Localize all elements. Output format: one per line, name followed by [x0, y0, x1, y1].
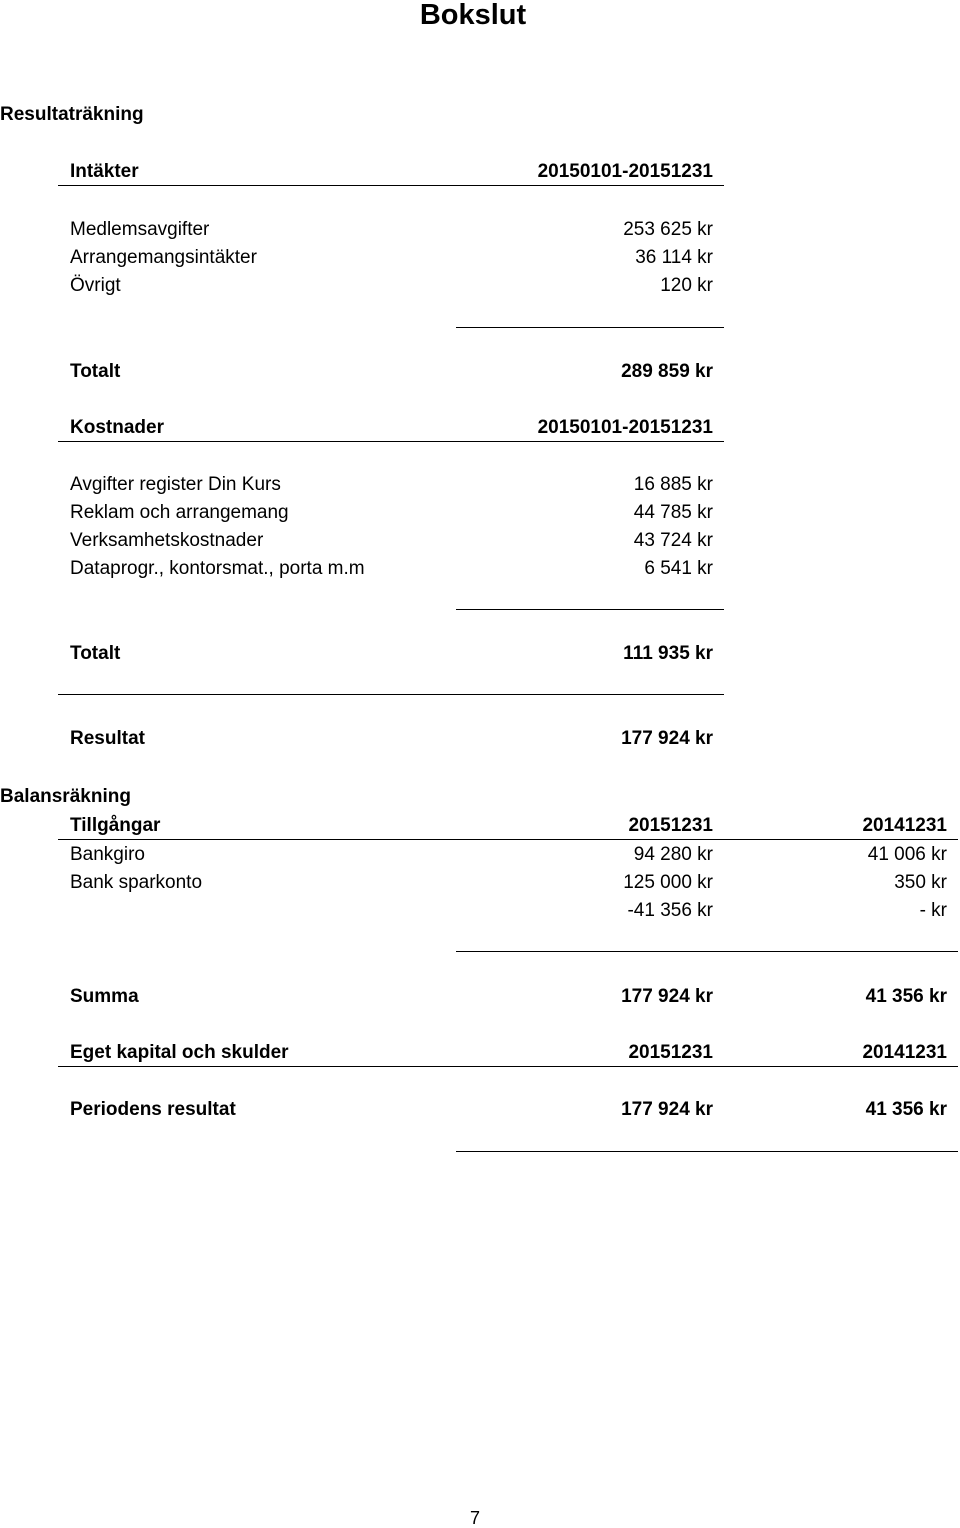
result-rule	[58, 694, 724, 695]
income-total-value: 289 859 kr	[621, 361, 713, 382]
asset-row-label: Bank sparkonto	[70, 872, 203, 893]
page-title: Bokslut	[419, 0, 527, 31]
equity-label: Eget kapital och skulder	[70, 1042, 289, 1063]
equity-col1: 20151231	[628, 1042, 713, 1063]
income-statement-heading: Resultaträkning	[0, 104, 144, 125]
asset-row-value-2015: 125 000 kr	[623, 872, 713, 893]
equity-header-rule	[58, 1066, 958, 1067]
cost-item-label: Avgifter register Din Kurs	[70, 474, 281, 495]
asset-row-value-2014: - kr	[919, 900, 947, 921]
costs-subtotal-rule	[456, 609, 724, 610]
income-header-rule	[58, 185, 724, 186]
assets-sum-2015: 177 924 kr	[621, 986, 713, 1007]
costs-header-rule	[58, 441, 724, 442]
cost-item-label: Verksamhetskostnader	[70, 530, 264, 551]
page-number: 7	[469, 1508, 480, 1528]
cost-item-value: 16 885 kr	[633, 474, 713, 495]
assets-sum-label: Summa	[70, 986, 139, 1007]
income-item-value: 36 114 kr	[635, 247, 713, 268]
income-item-value: 120 kr	[660, 275, 713, 296]
income-item-value: 253 625 kr	[623, 219, 713, 240]
cost-item-value: 44 785 kr	[633, 502, 713, 523]
income-item-label: Arrangemangsintäkter	[70, 247, 257, 268]
assets-col1: 20151231	[628, 815, 713, 836]
income-period: 20150101-20151231	[537, 161, 713, 182]
cost-item-value: 6 541 kr	[644, 558, 713, 579]
costs-period: 20150101-20151231	[537, 417, 713, 438]
income-label: Intäkter	[70, 161, 139, 182]
asset-row-value-2015: -41 356 kr	[627, 900, 713, 921]
income-item-label: Medlemsavgifter	[70, 219, 210, 240]
equity-bottom-rule	[456, 1151, 958, 1152]
period-result-2014: 41 356 kr	[865, 1099, 947, 1120]
income-item-label: Övrigt	[70, 275, 121, 296]
assets-header-rule	[58, 839, 958, 840]
cost-item-value: 43 724 kr	[633, 530, 713, 551]
assets-sum-rule	[456, 951, 958, 952]
period-result-2015: 177 924 kr	[621, 1099, 713, 1120]
costs-total-label: Totalt	[70, 643, 121, 664]
costs-label: Kostnader	[70, 417, 164, 438]
asset-row-label: Bankgiro	[70, 844, 145, 865]
income-subtotal-rule	[456, 327, 724, 328]
assets-sum-2014: 41 356 kr	[865, 986, 947, 1007]
asset-row-value-2014: 350 kr	[894, 872, 947, 893]
cost-item-label: Reklam och arrangemang	[70, 502, 289, 523]
period-result-label: Periodens resultat	[70, 1099, 236, 1120]
asset-row-value-2015: 94 280 kr	[633, 844, 713, 865]
income-total-label: Totalt	[70, 361, 121, 382]
costs-total-value: 111 935 kr	[623, 643, 713, 664]
balance-sheet-heading: Balansräkning	[0, 786, 131, 807]
equity-col2: 20141231	[862, 1042, 947, 1063]
assets-col2: 20141231	[862, 815, 947, 836]
result-value: 177 924 kr	[621, 728, 713, 749]
asset-row-value-2014: 41 006 kr	[867, 844, 947, 865]
cost-item-label: Dataprogr., kontorsmat., porta m.m	[70, 558, 365, 579]
assets-label: Tillgångar	[70, 815, 161, 836]
result-label: Resultat	[70, 728, 145, 749]
